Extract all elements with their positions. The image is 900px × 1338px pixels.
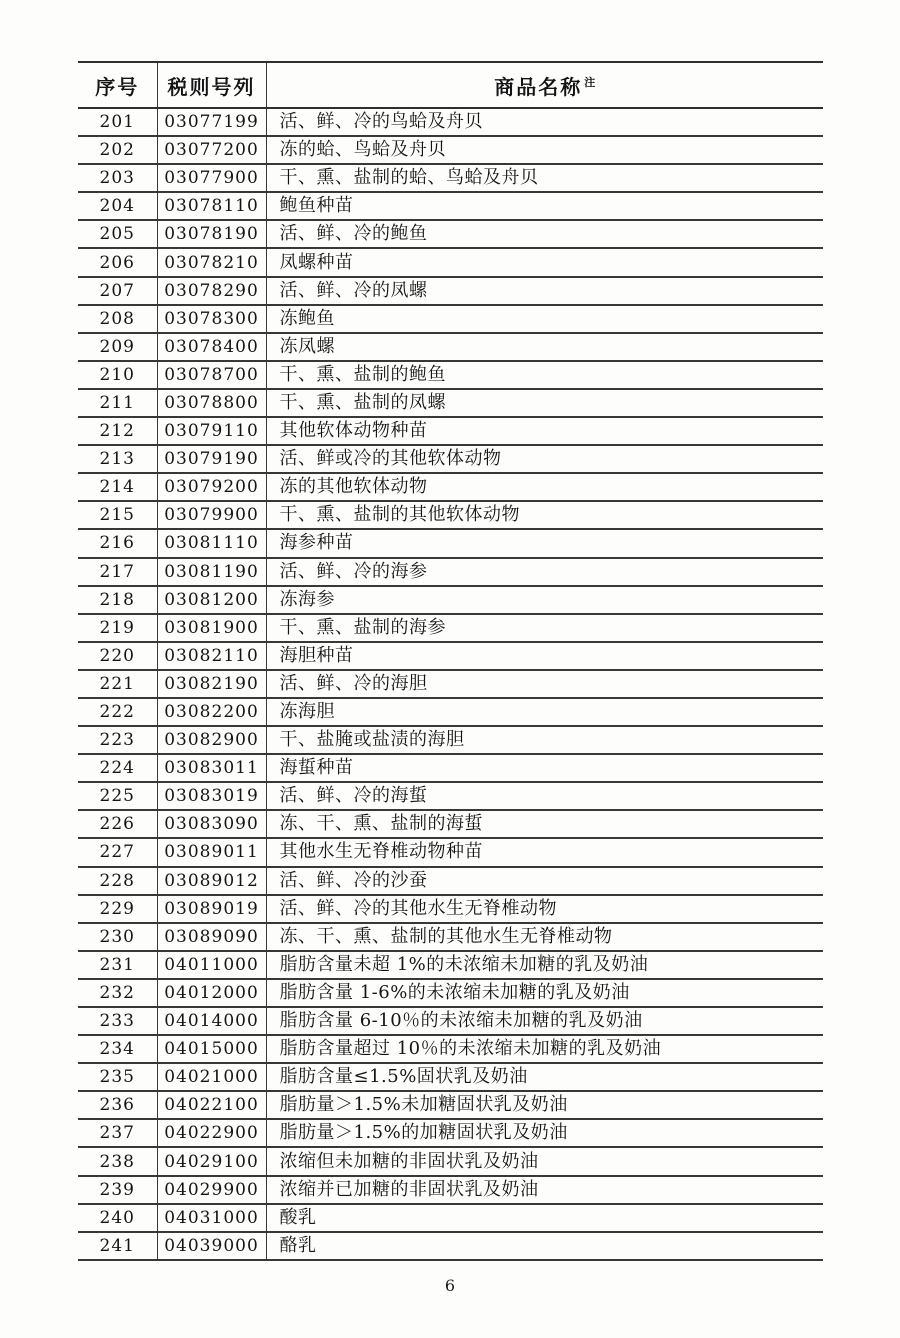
cell-product-name: 活、鲜、冷的沙蚕 [279,869,428,891]
cell-index: 223 [78,726,157,754]
cell-tariff-code: 04022100 [157,1091,266,1119]
cell-index: 214 [78,473,157,501]
table-row [78,108,823,136]
table-row [78,305,823,333]
cell-product-name: 活、鲜、冷的鲍鱼 [279,223,428,245]
tariff-table [78,61,823,1261]
table-row [78,642,823,670]
cell-index: 240 [78,1204,157,1232]
table-row [78,838,823,866]
cell-index: 232 [78,979,157,1007]
cell-tariff-code: 03078210 [157,248,266,276]
cell-index: 231 [78,951,157,979]
cell-tariff-code: 03078190 [157,220,266,248]
cell-product-name: 活、鲜、冷的海胆 [279,672,428,694]
column-header-product-name [266,62,823,108]
cell-index: 201 [78,108,157,136]
cell-index: 202 [78,136,157,164]
cell-product-name: 酸乳 [279,1206,317,1228]
table-row [78,1204,823,1232]
cell-tariff-code: 03081190 [157,558,266,586]
table-row [78,1063,823,1091]
footnote-marker: 注 [584,75,596,89]
table-row [78,333,823,361]
cell-tariff-code: 03089019 [157,895,266,923]
cell-index: 218 [78,586,157,614]
cell-product-name: 活、鲜、冷的凤螺 [279,279,428,301]
cell-index: 228 [78,867,157,895]
table-row [78,614,823,642]
cell-index: 212 [78,417,157,445]
cell-product-name: 冻海参 [279,588,335,610]
table-row [78,754,823,782]
cell-product-name: 冻的其他软体动物 [279,476,428,498]
cell-tariff-code: 03081900 [157,614,266,642]
cell-index: 229 [78,895,157,923]
cell-product-name: 凤螺种苗 [279,251,354,273]
cell-tariff-code: 03089090 [157,923,266,951]
table-row [78,136,823,164]
table-row [78,220,823,248]
table-row [78,1119,823,1147]
cell-product-name: 活、鲜或冷的其他软体动物 [279,448,502,470]
table-row [78,417,823,445]
cell-index: 234 [78,1035,157,1063]
cell-tariff-code: 03078290 [157,277,266,305]
cell-index: 209 [78,333,157,361]
cell-product-name: 脂肪含量超过 10％的未浓缩未加糖的乳及奶油 [279,1038,662,1060]
cell-index: 213 [78,445,157,473]
cell-index: 236 [78,1091,157,1119]
cell-index: 210 [78,361,157,389]
cell-product-name: 海胆种苗 [279,644,354,666]
cell-product-name: 浓缩但未加糖的非固状乳及奶油 [279,1150,539,1172]
cell-tariff-code: 03079190 [157,445,266,473]
cell-tariff-code: 03082200 [157,698,266,726]
cell-tariff-code: 03081200 [157,586,266,614]
cell-index: 207 [78,277,157,305]
cell-product-name: 干、盐腌或盐渍的海胆 [279,729,465,751]
table-row [78,979,823,1007]
cell-product-name: 活、鲜、冷的鸟蛤及舟贝 [279,111,483,133]
table-row [78,277,823,305]
cell-product-name: 其他软体动物种苗 [279,420,428,442]
cell-product-name: 冻海胆 [279,701,335,723]
cell-product-name: 冻的蛤、鸟蛤及舟贝 [279,139,446,161]
table-row [78,867,823,895]
cell-tariff-code: 03077200 [157,136,266,164]
cell-product-name: 冻鲍鱼 [279,307,335,329]
cell-index: 220 [78,642,157,670]
cell-product-name: 脂肪含量未超 1%的未浓缩未加糖的乳及奶油 [279,953,649,975]
table-row [78,361,823,389]
cell-tariff-code: 03079110 [157,417,266,445]
cell-tariff-code: 03078700 [157,361,266,389]
cell-index: 203 [78,164,157,192]
cell-index: 224 [78,754,157,782]
cell-product-name: 脂肪含量≤1.5%固状乳及奶油 [279,1066,528,1088]
cell-tariff-code: 04031000 [157,1204,266,1232]
cell-tariff-code: 04029100 [157,1147,266,1175]
table-row [78,389,823,417]
cell-index: 208 [78,305,157,333]
cell-product-name: 干、熏、盐制的蛤、鸟蛤及舟贝 [279,167,539,189]
cell-tariff-code: 03077900 [157,164,266,192]
table-row [78,1035,823,1063]
cell-tariff-code: 04039000 [157,1232,266,1260]
table-row [78,782,823,810]
cell-index: 219 [78,614,157,642]
cell-tariff-code: 03083019 [157,782,266,810]
cell-tariff-code: 03081110 [157,529,266,557]
header-row [78,62,823,108]
cell-tariff-code: 03078300 [157,305,266,333]
cell-index: 211 [78,389,157,417]
cell-index: 237 [78,1119,157,1147]
table-row [78,1147,823,1175]
cell-product-name: 干、熏、盐制的鲍鱼 [279,363,446,385]
cell-product-name: 脂肪量＞1.5%未加糖固状乳及奶油 [279,1094,568,1116]
cell-product-name: 冻凤螺 [279,335,335,357]
cell-product-name: 海蜇种苗 [279,757,354,779]
table-row [78,164,823,192]
table-row [78,192,823,220]
cell-index: 227 [78,838,157,866]
cell-tariff-code: 03082110 [157,642,266,670]
cell-index: 235 [78,1063,157,1091]
cell-product-name: 干、熏、盐制的凤螺 [279,391,446,413]
cell-product-name: 冻、干、熏、盐制的海蜇 [279,813,483,835]
cell-index: 205 [78,220,157,248]
cell-index: 222 [78,698,157,726]
cell-tariff-code: 03078800 [157,389,266,417]
cell-tariff-code: 04011000 [157,951,266,979]
cell-product-name: 活、鲜、冷的海蜇 [279,785,428,807]
cell-tariff-code: 04012000 [157,979,266,1007]
cell-tariff-code: 03089011 [157,838,266,866]
cell-index: 233 [78,1007,157,1035]
cell-tariff-code: 03089012 [157,867,266,895]
cell-tariff-code: 03079200 [157,473,266,501]
table-row [78,1232,823,1260]
table-row [78,445,823,473]
cell-product-name: 脂肪量＞1.5%的加糖固状乳及奶油 [279,1122,568,1144]
table-row [78,726,823,754]
cell-tariff-code: 04014000 [157,1007,266,1035]
cell-product-name: 干、熏、盐制的海参 [279,616,446,638]
cell-product-name: 鲍鱼种苗 [279,195,354,217]
table-row [78,248,823,276]
cell-tariff-code: 03082190 [157,670,266,698]
table-row [78,529,823,557]
product-name-header-label: 商品名称 [494,74,583,99]
cell-index: 215 [78,501,157,529]
cell-index: 230 [78,923,157,951]
column-header-index: 序号 [78,62,157,108]
cell-tariff-code: 03078400 [157,333,266,361]
table-row [78,501,823,529]
cell-tariff-code: 04022900 [157,1119,266,1147]
table-row [78,810,823,838]
cell-index: 217 [78,558,157,586]
cell-tariff-code: 04029900 [157,1176,266,1204]
cell-index: 226 [78,810,157,838]
cell-index: 221 [78,670,157,698]
cell-tariff-code: 03083011 [157,754,266,782]
cell-tariff-code: 03083090 [157,810,266,838]
column-header-tariff-code: 税则号列 [157,62,266,108]
cell-index: 204 [78,192,157,220]
cell-product-name: 浓缩并已加糖的非固状乳及奶油 [279,1178,539,1200]
cell-product-name: 脂肪含量 6-10％的未浓缩未加糖的乳及奶油 [279,1010,643,1032]
cell-index: 206 [78,248,157,276]
table-row [78,1091,823,1119]
cell-index: 239 [78,1176,157,1204]
table-row [78,951,823,979]
cell-index: 225 [78,782,157,810]
page-number: 6 [444,1276,456,1295]
cell-product-name: 脂肪含量 1-6%的未浓缩未加糖的乳及奶油 [279,981,630,1003]
cell-tariff-code: 03082900 [157,726,266,754]
table-row [78,1007,823,1035]
cell-tariff-code: 03078110 [157,192,266,220]
table-row [78,558,823,586]
cell-product-name: 干、熏、盐制的其他软体动物 [279,504,520,526]
cell-tariff-code: 03079900 [157,501,266,529]
cell-product-name: 活、鲜、冷的其他水生无脊椎动物 [279,897,557,919]
table-row [78,895,823,923]
cell-product-name: 海参种苗 [279,532,354,554]
cell-product-name: 活、鲜、冷的海参 [279,560,428,582]
table-row [78,923,823,951]
cell-tariff-code: 04021000 [157,1063,266,1091]
cell-index: 241 [78,1232,157,1260]
table-row [78,473,823,501]
cell-product-name: 其他水生无脊椎动物种苗 [279,841,483,863]
table-row [78,1176,823,1204]
cell-product-name: 酪乳 [279,1234,317,1256]
table-row [78,586,823,614]
cell-product-name: 冻、干、熏、盐制的其他水生无脊椎动物 [279,925,613,947]
table-row [78,670,823,698]
cell-index: 238 [78,1147,157,1175]
cell-index: 216 [78,529,157,557]
cell-tariff-code: 04015000 [157,1035,266,1063]
table-row [78,698,823,726]
cell-tariff-code: 03077199 [157,108,266,136]
